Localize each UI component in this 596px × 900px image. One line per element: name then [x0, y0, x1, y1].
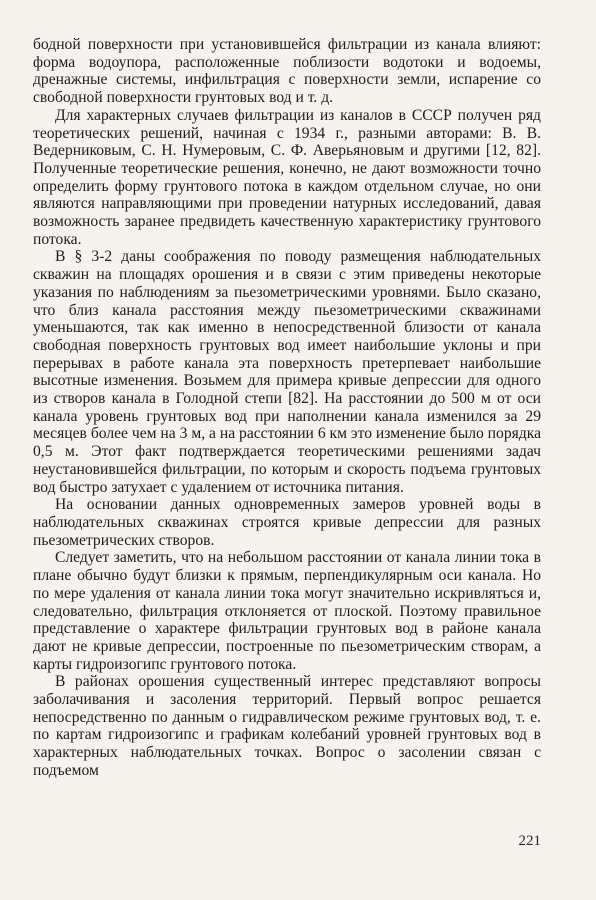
page-number: 221 [518, 833, 541, 849]
paragraph-5: Следует заметить, что на небольшом расстоянии от канала линии тока в плане обычно будут близки к прямым, перпендикулярным оси канала. Но по мере удаления от канала линии тока могут значительно искривляться и, следовательно, фильтрация отклоняется от плоской. Поэтому правильное представление о характере фильтрации грунтовых вод в районе канала дают не кривые депрессии, построенные по пьезометрическим створам, а карты гидроизогипс грунтового потока. [33, 549, 541, 673]
paragraph-3: В § 3-2 даны соображения по поводу размещения наблюдательных скважин на площадях орошения и в связи с этим приведены некоторые указания по наблюдениям за пьезометрическими уровнями. Было сказано, что близ канала расстояния между пьезометрическими скважинами уменьшаются, так как именно в непосредственной близости от канала свободная поверхность грунтовых вод имеет наибольшие уклоны и при перерывах в работе канала эта поверхность претерпевает наибольшие высотные изменения. Возьмем для примера кривые депрессии для одного из створов канала в Голодной степи [82]. На расстоянии до 500 м от оси канала уровень грунтовых вод при наполнении канала изменился за 29 месяцев более чем на 3 м, а на расстоянии 6 км это изменение было порядка 0,5 м. Этот факт подтверждается теоретическими решениями задач неустановившейся фильтрации, по которым и скорость подъема грунтовых вод быстро затухает с удалением от источника питания. [33, 248, 541, 496]
paragraph-1: бодной поверхности при установившейся фильтрации из канала влияют: форма водоупора, расположенные поблизости водотоки и водоемы, дренажные системы, инфильтрация с поверхности земли, испарение со свободной поверхности грунтовых вод и т. д. [33, 36, 541, 107]
paragraph-6: В районах орошения существенный интерес представляют вопросы заболачивания и засоления территорий. Первый вопрос решается непосредственно по данным о гидравлическом режиме грунтовых вод, т. е. по картам гидроизогипс и графикам колебаний уровней грунтовых вод в характерных наблюдательных точках. Вопрос о засолении связан с подъемом [33, 673, 541, 779]
paragraph-4: На основании данных одновременных замеров уровней воды в наблюдательных скважинах строятся кривые депрессии для разных пьезометрических створов. [33, 496, 541, 549]
body-text [33, 36, 541, 780]
paragraph-2: Для характерных случаев фильтрации из каналов в СССР получен ряд теоретических решений, начиная с 1934 г., разными авторами: В. В. Ведерниковым, С. Н. Нумеровым, С. Ф. Аверьяновым и другими [12, 82]. Полученные теоретические решения, конечно, не дают возможности точно определить форму грунтового потока в каждом отдельном случае, но они являются направляющими при проведении натурных исследований, давая возможность заранее предвидеть качественную характеристику грунтового потока. [33, 106, 541, 248]
